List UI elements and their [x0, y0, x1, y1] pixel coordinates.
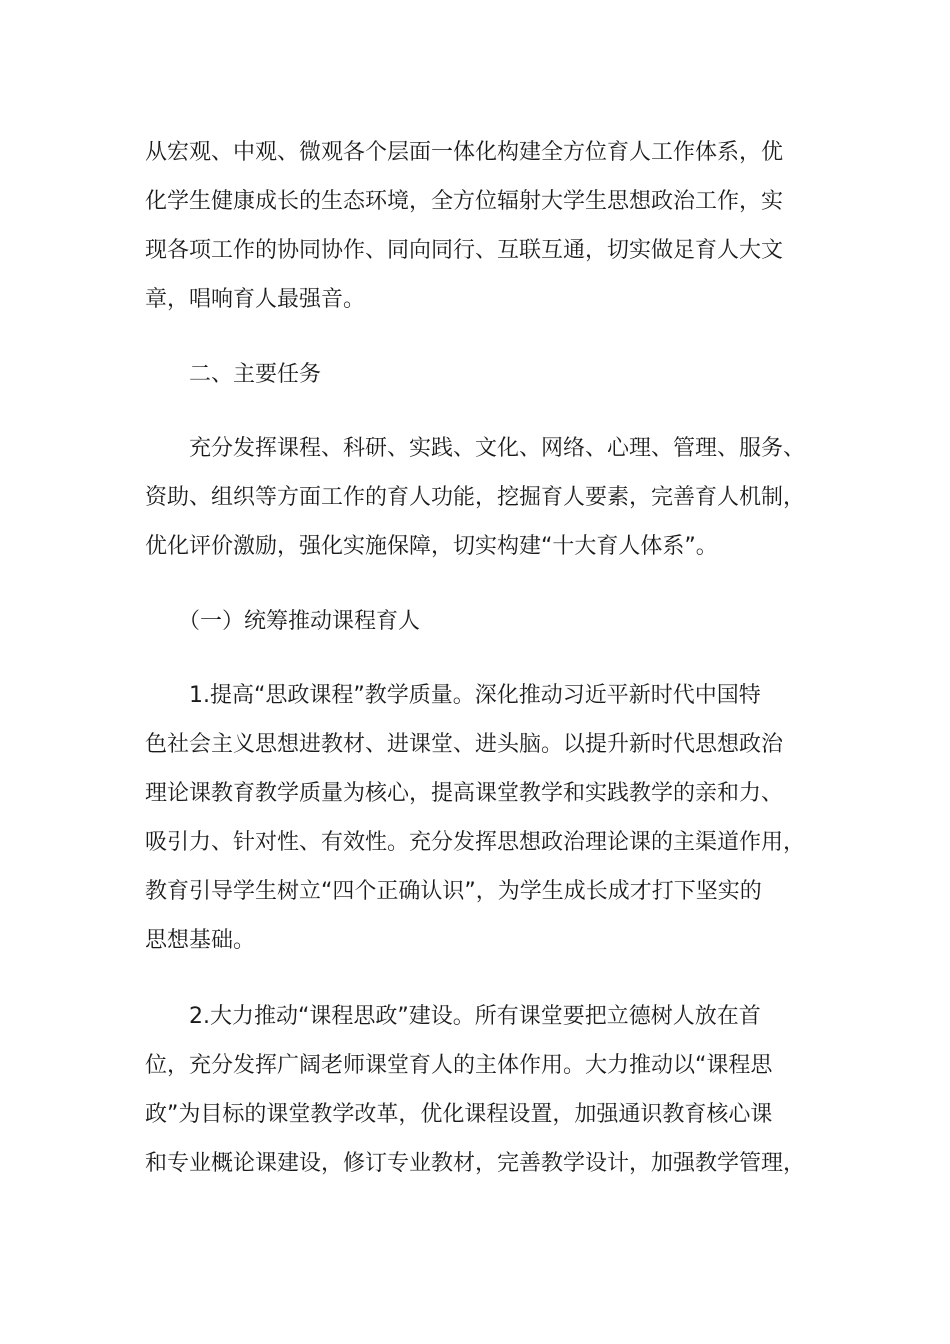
heading-line: （一）统筹推动课程育人: [145, 609, 421, 634]
text-line: 充分发挥课程、科研、实践、文化、网络、心理、管理、服务、: [145, 436, 806, 461]
text-line: 章，唱响育人最强音。: [145, 287, 366, 312]
text-line: 教育引导学生树立“四个正确认识”，为学生成长成才打下坚实的: [145, 879, 762, 904]
paragraph-item-1: [145, 671, 817, 965]
text-line: 优化评价激励，强化实施保障，切实构建“十大育人体系”。: [145, 534, 718, 559]
text-line: 理论课教育教学质量为核心，提高课堂教学和实践教学的亲和力、: [145, 781, 784, 806]
subsection-heading-course: [145, 597, 817, 646]
heading-line: 二、主要任务: [145, 362, 322, 387]
text-line: 现各项工作的协同协作、同向同行、互联互通，切实做足育人大文: [145, 238, 784, 263]
paragraph-item-2: [145, 992, 817, 1188]
text-line: 资助、组织等方面工作的育人功能，挖掘育人要素，完善育人机制，: [145, 485, 806, 510]
paragraph-main-tasks: [145, 424, 817, 571]
text-line: 2.大力推动“课程思政”建设。所有课堂要把立德树人放在首: [145, 1004, 761, 1029]
text-line: 位，充分发挥广阔老师课堂育人的主体作用。大力推动以“课程思: [145, 1053, 773, 1078]
text-line: 从宏观、中观、微观各个层面一体化构建全方位育人工作体系，优: [145, 140, 784, 165]
text-line: 政”为目标的课堂教学改革，优化课程设置，加强通识教育核心课: [145, 1102, 773, 1127]
paragraph-intro: [145, 128, 817, 324]
text-line: 思想基础。: [145, 928, 256, 953]
text-line: 色社会主义思想进教材、进课堂、进头脑。以提升新时代思想政治: [145, 732, 784, 757]
section-heading-main-tasks: [145, 350, 817, 399]
text-line: 和专业概论课建设，修订专业教材，完善教学设计，加强教学管理，: [145, 1151, 806, 1176]
text-line: 化学生健康成长的生态环境，全方位辐射大学生思想政治工作，实: [145, 189, 784, 214]
text-line: 1.提高“思政课程”教学质量。深化推动习近平新时代中国特: [145, 683, 761, 708]
text-line: 吸引力、针对性、有效性。充分发挥思想政治理论课的主渠道作用，: [145, 830, 806, 855]
